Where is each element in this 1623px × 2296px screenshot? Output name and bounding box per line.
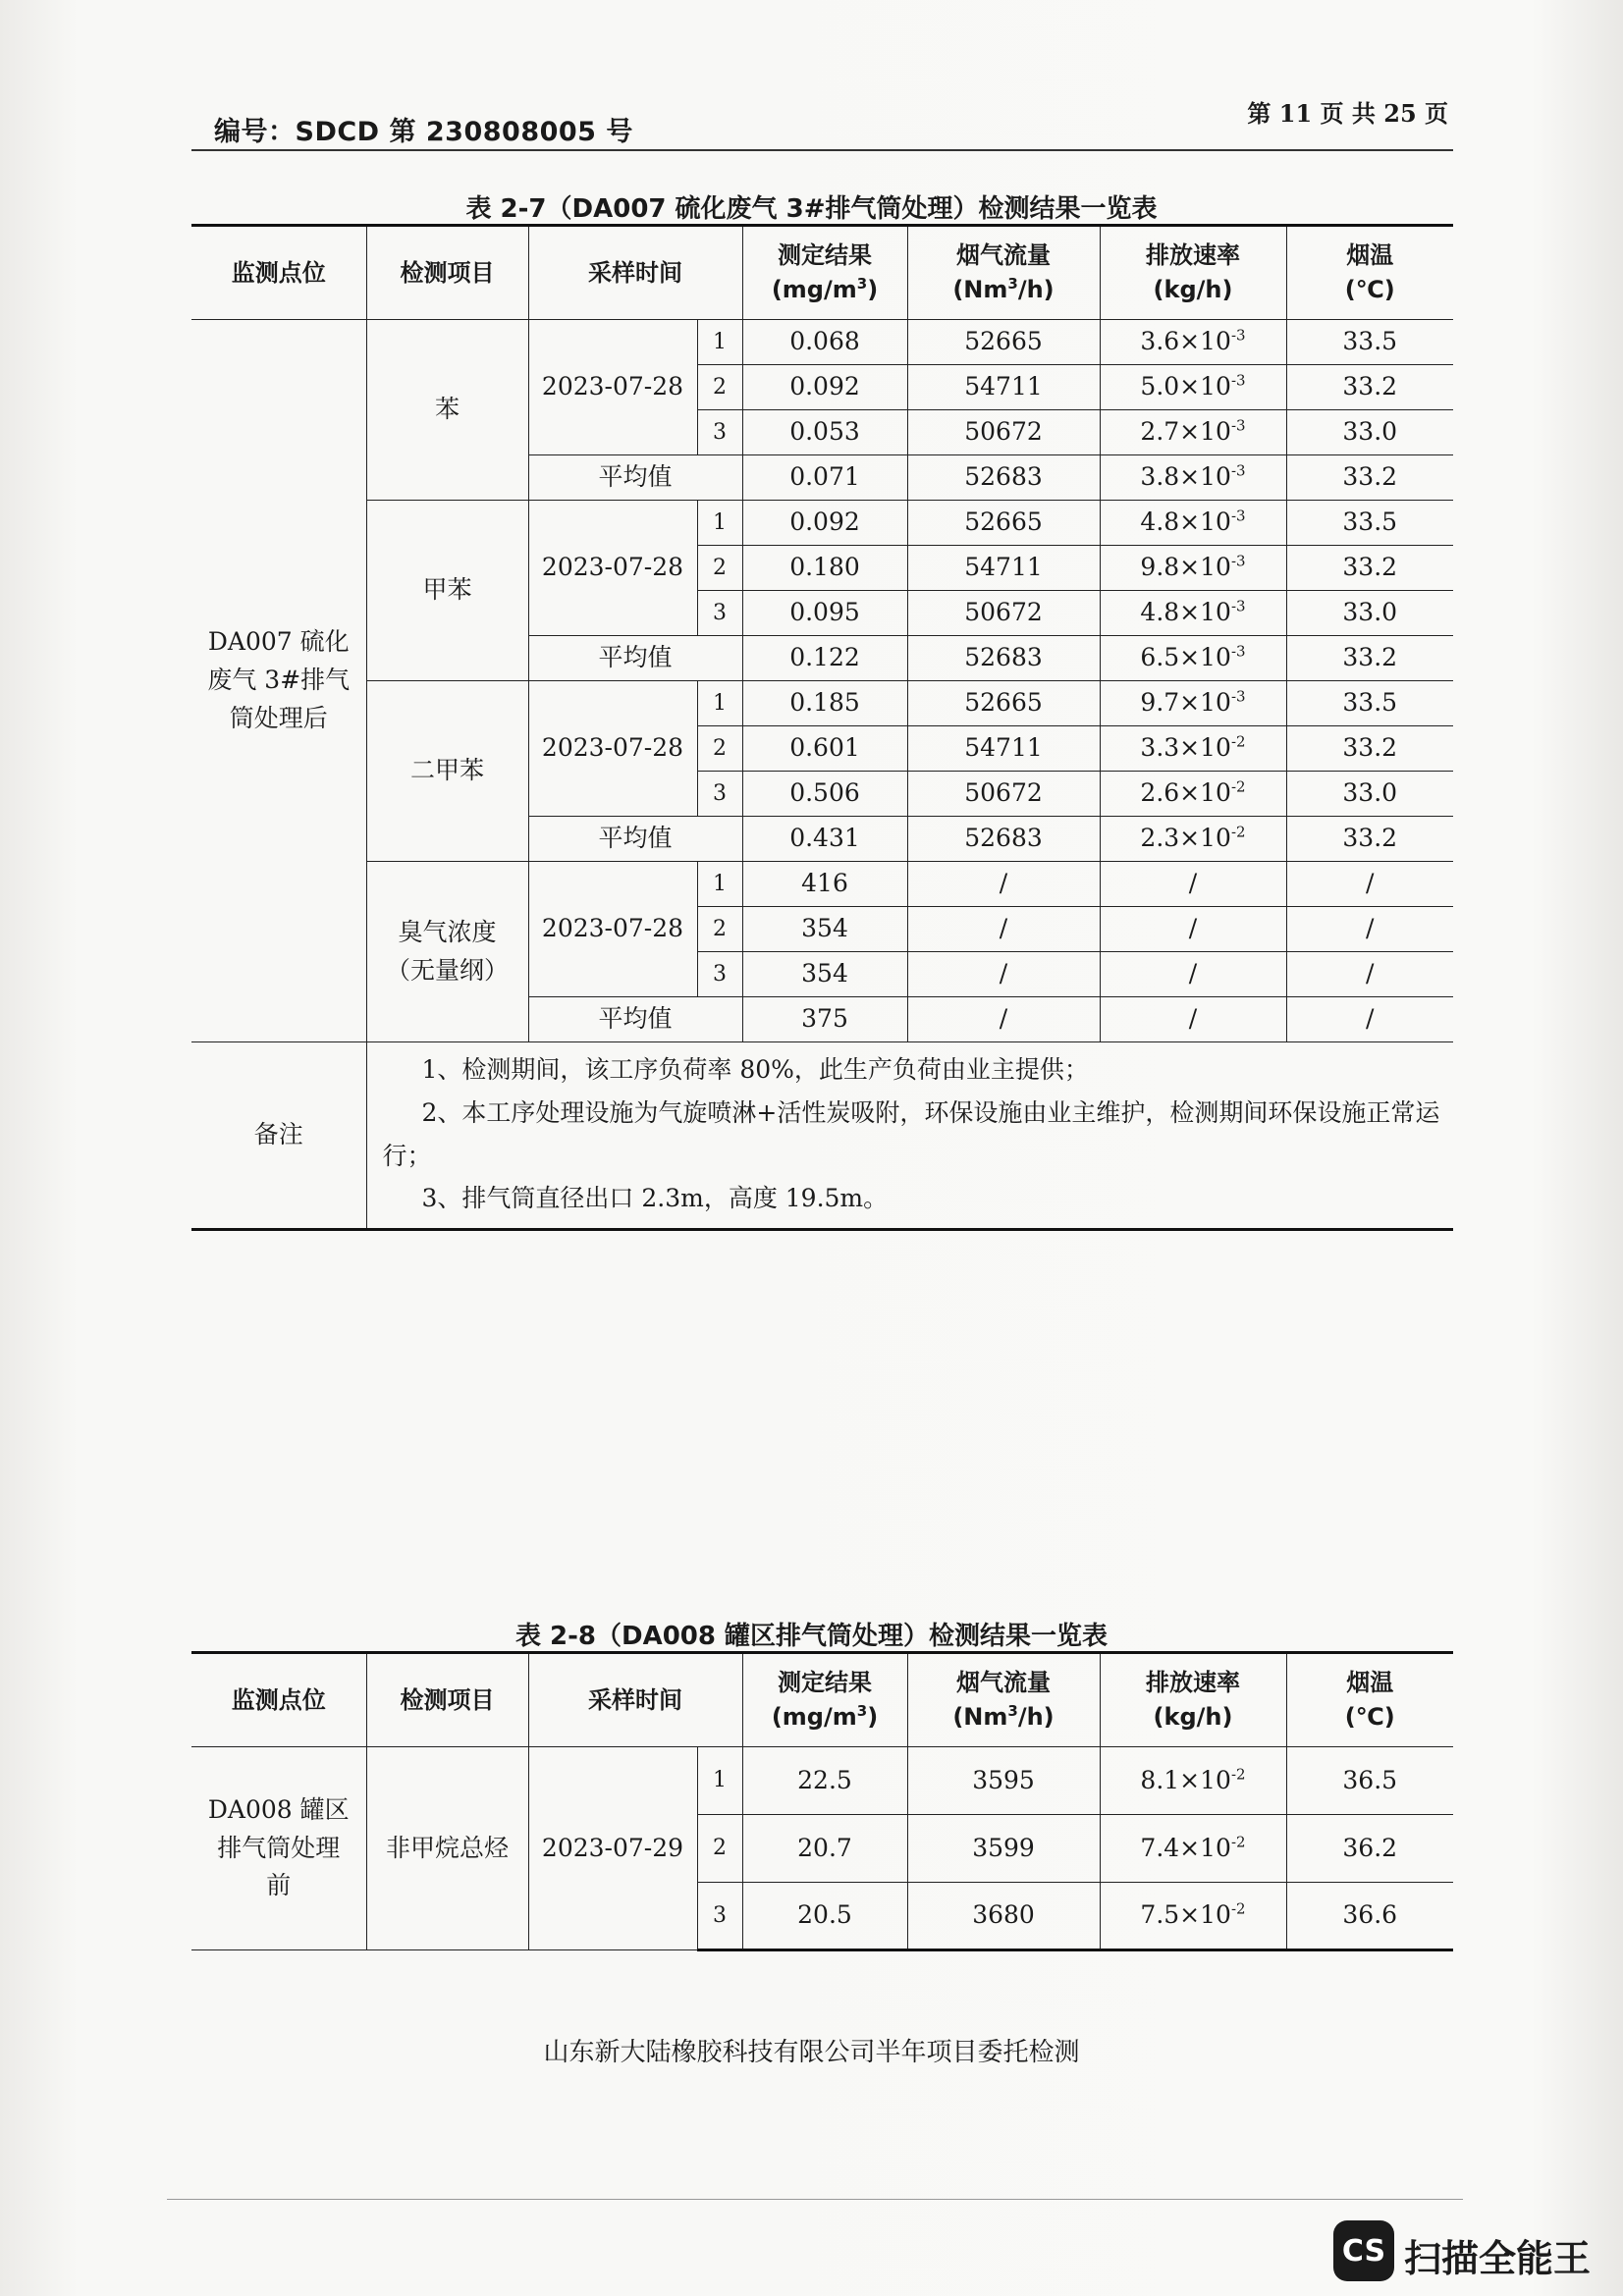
remark-content <box>366 1042 1453 1230</box>
table-row <box>191 501 1453 546</box>
page-number: 第 11 页 共 25 页 <box>1247 99 1448 128</box>
result-cell: 20.5 <box>742 1883 907 1950</box>
remark-line: 1、检测期间，该工序负荷率 80%，此生产负荷由业主提供； <box>421 1055 1089 1084</box>
header-point-label: 监测点位 <box>231 1685 326 1714</box>
flow-cell: 54711 <box>907 546 1100 591</box>
table-row <box>191 1747 1453 1815</box>
rate-base: 2.6×10 <box>1140 778 1231 808</box>
temp-cell: 36.6 <box>1286 1883 1453 1950</box>
item-cell: 臭气浓度（无量纲） <box>366 862 528 1042</box>
unit-sup: 3 <box>856 1702 868 1720</box>
rate-cell <box>1100 591 1286 636</box>
sample-number: 2 <box>697 1815 742 1883</box>
header-item <box>366 226 528 320</box>
point-cell: DA008 罐区排气筒处理前 <box>191 1747 366 1950</box>
sample-number: 1 <box>697 862 742 907</box>
header-result-label: 测定结果 <box>778 241 872 270</box>
rate-base: 2.7×10 <box>1140 417 1231 447</box>
sample-number: 2 <box>697 365 742 410</box>
flow-cell: / <box>907 997 1100 1042</box>
flow-cell: 52665 <box>907 501 1100 546</box>
rate-cell <box>1100 772 1286 817</box>
rate-exponent: -3 <box>1230 598 1246 616</box>
temp-cell: 33.5 <box>1286 320 1453 365</box>
unit-sup: 3 <box>1007 1702 1018 1720</box>
flow-cell: 50672 <box>907 591 1100 636</box>
sample-number: 1 <box>697 1747 742 1815</box>
temp-cell: 33.2 <box>1286 636 1453 681</box>
table-row <box>191 320 1453 365</box>
item-cell: 非甲烷总烃 <box>366 1747 528 1950</box>
table-row <box>191 681 1453 726</box>
footer-text: 山东新大陆橡胶科技有限公司半年项目委托检测 <box>543 2038 1080 2067</box>
rate-base: 3.8×10 <box>1140 462 1231 492</box>
rate-exponent: -3 <box>1230 643 1246 662</box>
camscanner-logo-icon: CS <box>1333 2220 1394 2281</box>
unit: (℃) <box>1344 276 1395 303</box>
header-flow-label: 烟气流量 <box>956 241 1051 270</box>
rate-cell <box>1100 952 1286 997</box>
rate-cell <box>1100 546 1286 591</box>
rate-cell <box>1100 1747 1286 1815</box>
sample-number: 3 <box>697 1883 742 1950</box>
result-cell: 0.180 <box>742 546 907 591</box>
sample-number: 1 <box>697 320 742 365</box>
header-row <box>191 226 1453 320</box>
header-temp <box>1286 1653 1453 1747</box>
table2-title: 表 2-8（DA008 罐区排气筒处理）检测结果一览表 <box>514 1622 1109 1651</box>
sample-number: 2 <box>697 546 742 591</box>
rate-base: 3.3×10 <box>1140 733 1231 763</box>
flow-cell: 52665 <box>907 681 1100 726</box>
rate-base: 5.0×10 <box>1140 372 1231 401</box>
bottom-divider <box>167 2199 1463 2200</box>
rate-cell <box>1100 817 1286 862</box>
table1-title: 表 2-7（DA007 硫化废气 3#排气筒处理）检测结果一览表 <box>465 194 1158 224</box>
flow-cell: / <box>907 952 1100 997</box>
sample-number: 3 <box>697 772 742 817</box>
header-rate <box>1100 226 1286 320</box>
rate-base: 4.8×10 <box>1140 507 1231 537</box>
header-rate-label: 排放速率 <box>1146 241 1240 270</box>
table2 <box>191 1651 1453 1951</box>
rate-exponent: -3 <box>1230 462 1246 481</box>
date-cell: 2023-07-29 <box>528 1747 697 1950</box>
unit-end: /h) <box>1017 1703 1055 1731</box>
remark-label: 备注 <box>191 1042 366 1230</box>
header-result <box>742 226 907 320</box>
rate-cell <box>1100 320 1286 365</box>
rate-cell <box>1100 726 1286 772</box>
sample-number: 3 <box>697 952 742 997</box>
rate-exponent: -3 <box>1230 327 1246 346</box>
result-cell: 0.601 <box>742 726 907 772</box>
temp-cell: 33.0 <box>1286 410 1453 455</box>
temp-cell: / <box>1286 952 1453 997</box>
result-cell: 0.092 <box>742 365 907 410</box>
header-time <box>528 1653 742 1747</box>
average-label: 平均值 <box>528 636 742 681</box>
result-cell: 0.431 <box>742 817 907 862</box>
remark-line: 3、排气筒直径出口 2.3m，高度 19.5m。 <box>421 1184 889 1213</box>
unit: (Nm <box>952 276 1008 303</box>
sample-number: 1 <box>697 681 742 726</box>
header-item <box>366 1653 528 1747</box>
unit: (mg/m <box>771 276 857 303</box>
camscanner-watermark: 扫描全能王 <box>1404 2237 1592 2280</box>
flow-cell: 50672 <box>907 410 1100 455</box>
header-divider <box>191 149 1453 151</box>
sample-number: 1 <box>697 501 742 546</box>
sample-number: 2 <box>697 726 742 772</box>
result-cell: 20.7 <box>742 1815 907 1883</box>
temp-cell: / <box>1286 862 1453 907</box>
temp-cell: 33.2 <box>1286 546 1453 591</box>
unit-sup: 3 <box>1007 275 1018 293</box>
rate-exponent: -3 <box>1230 507 1246 526</box>
rate-exponent: -2 <box>1230 824 1246 842</box>
rate-cell <box>1100 501 1286 546</box>
rate-base: / <box>1188 914 1198 943</box>
rate-base: 9.8×10 <box>1140 553 1231 582</box>
flow-cell: 52683 <box>907 817 1100 862</box>
header-item-label: 检测项目 <box>400 258 495 287</box>
rate-base: / <box>1188 869 1198 898</box>
rate-exponent: -2 <box>1230 778 1246 797</box>
date-cell: 2023-07-28 <box>528 681 697 817</box>
header-flow-label: 烟气流量 <box>956 1669 1051 1697</box>
header-point <box>191 1653 366 1747</box>
result-cell: 0.095 <box>742 591 907 636</box>
header-temp-label: 烟温 <box>1346 1669 1394 1697</box>
unit: (℃) <box>1344 1703 1395 1731</box>
sample-number: 3 <box>697 591 742 636</box>
header-rate-label: 排放速率 <box>1146 1669 1240 1697</box>
flow-cell: 52665 <box>907 320 1100 365</box>
rate-base: 7.4×10 <box>1140 1833 1231 1862</box>
temp-cell: / <box>1286 997 1453 1042</box>
rate-base: 3.6×10 <box>1140 327 1231 356</box>
header-result-label: 测定结果 <box>778 1669 872 1697</box>
unit-end: ) <box>867 1703 879 1731</box>
rate-cell <box>1100 636 1286 681</box>
flow-cell: 3595 <box>907 1747 1100 1815</box>
rate-cell <box>1100 862 1286 907</box>
table-row <box>191 862 1453 907</box>
unit: (Nm <box>952 1703 1008 1731</box>
temp-cell: 33.5 <box>1286 501 1453 546</box>
rate-base: 9.7×10 <box>1140 688 1231 718</box>
rate-cell <box>1100 997 1286 1042</box>
rate-base: 7.5×10 <box>1140 1900 1231 1930</box>
header-rate <box>1100 1653 1286 1747</box>
temp-cell: 33.2 <box>1286 455 1453 501</box>
sample-number: 2 <box>697 907 742 952</box>
unit: (mg/m <box>771 1703 857 1731</box>
rate-cell <box>1100 365 1286 410</box>
temp-cell: 33.0 <box>1286 772 1453 817</box>
rate-exponent: -3 <box>1230 553 1246 571</box>
unit: (kg/h) <box>1153 1703 1233 1731</box>
result-cell: 354 <box>742 952 907 997</box>
temp-cell: 33.2 <box>1286 726 1453 772</box>
flow-cell: 50672 <box>907 772 1100 817</box>
document-number: 编号：SDCD 第 230808005 号 <box>214 117 633 147</box>
rate-exponent: -2 <box>1230 733 1246 752</box>
rate-base: / <box>1188 959 1198 988</box>
flow-cell: / <box>907 862 1100 907</box>
rate-cell <box>1100 907 1286 952</box>
flow-cell: 52683 <box>907 455 1100 501</box>
header-flow <box>907 226 1100 320</box>
date-cell: 2023-07-28 <box>528 501 697 636</box>
result-cell: 0.185 <box>742 681 907 726</box>
header-result <box>742 1653 907 1747</box>
unit-end: /h) <box>1017 276 1055 303</box>
temp-cell: 33.0 <box>1286 591 1453 636</box>
rate-cell <box>1100 410 1286 455</box>
rate-exponent: -2 <box>1230 1900 1246 1919</box>
unit-sup: 3 <box>856 275 868 293</box>
result-cell: 0.071 <box>742 455 907 501</box>
rate-cell <box>1100 1883 1286 1950</box>
rate-exponent: -3 <box>1230 372 1246 391</box>
temp-cell: 33.5 <box>1286 681 1453 726</box>
result-cell: 354 <box>742 907 907 952</box>
result-cell: 375 <box>742 997 907 1042</box>
table1 <box>191 224 1453 1231</box>
flow-cell: 3599 <box>907 1815 1100 1883</box>
flow-cell: / <box>907 907 1100 952</box>
rate-base: 2.3×10 <box>1140 824 1231 853</box>
remark-row <box>191 1042 1453 1230</box>
header-time <box>528 226 742 320</box>
unit-end: ) <box>867 276 879 303</box>
remark-line: 2、本工序处理设施为气旋喷淋+活性炭吸附，环保设施由业主维护，检测期间环保设施正常运行； <box>382 1097 1440 1170</box>
rate-base: 8.1×10 <box>1140 1765 1231 1794</box>
result-cell: 0.068 <box>742 320 907 365</box>
average-label: 平均值 <box>528 817 742 862</box>
date-cell: 2023-07-28 <box>528 320 697 455</box>
flow-cell: 52683 <box>907 636 1100 681</box>
temp-cell: / <box>1286 907 1453 952</box>
rate-exponent: -2 <box>1230 1833 1246 1851</box>
header-item-label: 检测项目 <box>400 1685 495 1714</box>
rate-exponent: -2 <box>1230 1765 1246 1784</box>
header-time-label: 采样时间 <box>588 1685 682 1714</box>
average-label: 平均值 <box>528 455 742 501</box>
flow-cell: 3680 <box>907 1883 1100 1950</box>
rate-cell <box>1100 1815 1286 1883</box>
rate-cell <box>1100 681 1286 726</box>
header-temp <box>1286 226 1453 320</box>
point-cell: DA007 硫化废气 3#排气筒处理后 <box>191 320 366 1042</box>
flow-cell: 54711 <box>907 365 1100 410</box>
header-temp-label: 烟温 <box>1346 241 1394 270</box>
temp-cell: 33.2 <box>1286 365 1453 410</box>
date-cell: 2023-07-28 <box>528 862 697 997</box>
temp-cell: 33.2 <box>1286 817 1453 862</box>
result-cell: 0.053 <box>742 410 907 455</box>
rate-exponent: -3 <box>1230 688 1246 707</box>
result-cell: 0.506 <box>742 772 907 817</box>
header-point <box>191 226 366 320</box>
result-cell: 22.5 <box>742 1747 907 1815</box>
result-cell: 416 <box>742 862 907 907</box>
header-point-label: 监测点位 <box>231 258 326 287</box>
header-flow <box>907 1653 1100 1747</box>
unit: (kg/h) <box>1153 276 1233 303</box>
header-row <box>191 1653 1453 1747</box>
sample-number: 3 <box>697 410 742 455</box>
item-cell: 二甲苯 <box>366 681 528 862</box>
result-cell: 0.122 <box>742 636 907 681</box>
rate-base: 4.8×10 <box>1140 598 1231 627</box>
rate-exponent: -3 <box>1230 417 1246 436</box>
temp-cell: 36.5 <box>1286 1747 1453 1815</box>
average-label: 平均值 <box>528 997 742 1042</box>
item-cell: 甲苯 <box>366 501 528 681</box>
rate-base: 6.5×10 <box>1140 643 1231 672</box>
rate-cell <box>1100 455 1286 501</box>
header-time-label: 采样时间 <box>588 258 682 287</box>
temp-cell: 36.2 <box>1286 1815 1453 1883</box>
rate-base: / <box>1188 1004 1198 1034</box>
flow-cell: 54711 <box>907 726 1100 772</box>
item-cell: 苯 <box>366 320 528 501</box>
result-cell: 0.092 <box>742 501 907 546</box>
